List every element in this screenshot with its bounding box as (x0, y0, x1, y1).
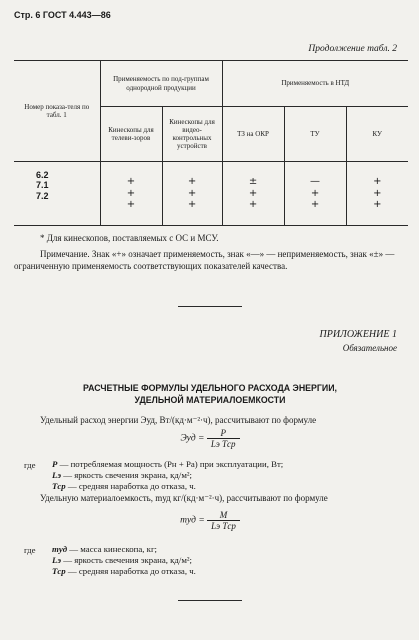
symbol: Tср (52, 481, 66, 491)
formula-numerator: P (220, 428, 226, 438)
mark: + (248, 187, 258, 199)
footnote: * Для кинескопов, поставляемых с ОС и МСУ. (40, 233, 219, 243)
row-number: 6.2 (36, 170, 49, 180)
row-number: 7.2 (36, 190, 49, 201)
marks-col-4 (284, 162, 346, 226)
section-divider (178, 306, 242, 307)
group-applicability-header: Применяемость по под-группам однородной продукции (100, 61, 222, 107)
energy-intro: Удельный расход энергии Эуд, Вт/(кд·м⁻²·ч), рассчитывают по формуле (40, 415, 317, 425)
mark: + (126, 176, 136, 188)
mark: + (126, 199, 136, 211)
subheader-tz: ТЗ на ОКР (222, 107, 284, 162)
definition-text: — яркость свечения экрана, кд/м²; (63, 470, 192, 480)
marks-col-1 (100, 162, 162, 226)
formula-denominator: Lэ Tср (207, 438, 240, 449)
table-continuation-label: Продолжение табл. 2 (308, 44, 397, 54)
definition (52, 566, 408, 577)
formula-fraction (207, 428, 240, 449)
mark: + (126, 187, 136, 199)
definition (52, 555, 408, 566)
definition-text: — средняя наработка до отказа, ч. (67, 481, 196, 491)
formula-numerator: M (219, 510, 228, 520)
formula-fraction (207, 510, 240, 531)
formula-lhs: Эуд = (180, 433, 205, 444)
subheader-tu: ТУ (284, 107, 346, 162)
mark: + (373, 187, 382, 199)
mark: + (373, 199, 382, 211)
subheader-ku: КУ (346, 107, 408, 162)
definition-text: — потребляемая мощность (Pн + Pа) при эксплуатации, Вт; (59, 459, 284, 469)
formula-denominator: Lэ Tср (207, 520, 240, 531)
mark: + (187, 199, 197, 211)
symbol: Lэ (52, 555, 62, 565)
definition-text: — яркость свечения экрана, кд/м²; (63, 555, 192, 565)
appendix-title-line-2: УДЕЛЬНОЙ МАТЕРИАЛОЕМКОСТИ (134, 395, 286, 405)
symbol: Tср (52, 566, 66, 576)
mark: + (187, 187, 197, 199)
appendix-status: Обязательное (342, 343, 397, 353)
page-header: Стр. 6 ГОСТ 4.443—86 (14, 10, 111, 20)
definitions-2 (52, 544, 408, 577)
col-number-header: Номер показа-теля по табл. 1 (14, 61, 100, 162)
table-body-row (14, 162, 408, 226)
subheader-tv: Кинескопы для телеви-зоров (100, 107, 162, 162)
symbol: Lэ (52, 470, 62, 480)
marks-col-2 (162, 162, 222, 226)
applicability-table (14, 60, 408, 226)
appendix-title-line-1: РАСЧЕТНЫЕ ФОРМУЛЫ УДЕЛЬНОГО РАСХОДА ЭНЕРГИИ, (83, 383, 337, 393)
symbol: P (52, 459, 58, 469)
material-intro: Удельную материалоемкость, mуд кг/(кд·м⁻²·ч), рассчитывают по формуле (40, 493, 328, 503)
where-label-2: где (24, 545, 36, 555)
mark: + (187, 176, 197, 188)
row-numbers (14, 162, 100, 226)
marks-col-5 (346, 162, 408, 226)
marks-col-3 (222, 162, 284, 226)
ntd-applicability-header: Применяемость в НТД (222, 61, 408, 107)
mark: ± (248, 176, 258, 188)
definition (52, 481, 408, 492)
note: Примечание. Знак «+» означает применяемость, знак «—» — неприменяемость, знак «±» — ограниченную применяемость соответствующих показателей качества. (14, 249, 395, 271)
definition (52, 459, 408, 470)
appendix-label: ПРИЛОЖЕНИЕ 1 (319, 329, 397, 340)
definitions-1 (52, 459, 408, 492)
definition-text: — масса кинескопа, кг; (69, 544, 158, 554)
row-number: 7.1 (36, 180, 49, 191)
mark: + (310, 187, 320, 199)
formula-lhs: mуд = (180, 515, 205, 526)
mark: + (373, 176, 382, 188)
bottom-divider (178, 600, 242, 601)
subheader-video: Кинескопы для видео-контрольных устройств (162, 107, 222, 162)
formula-material (140, 510, 280, 531)
symbol: mуд (52, 544, 68, 554)
definition-text: — средняя наработка до отказа, ч. (67, 566, 196, 576)
where-label-1: где (24, 460, 36, 470)
mark: — (310, 176, 321, 188)
formula-energy (140, 428, 280, 449)
mark: + (248, 199, 258, 211)
mark: + (310, 199, 320, 211)
definition (52, 544, 408, 555)
definition (52, 470, 408, 481)
